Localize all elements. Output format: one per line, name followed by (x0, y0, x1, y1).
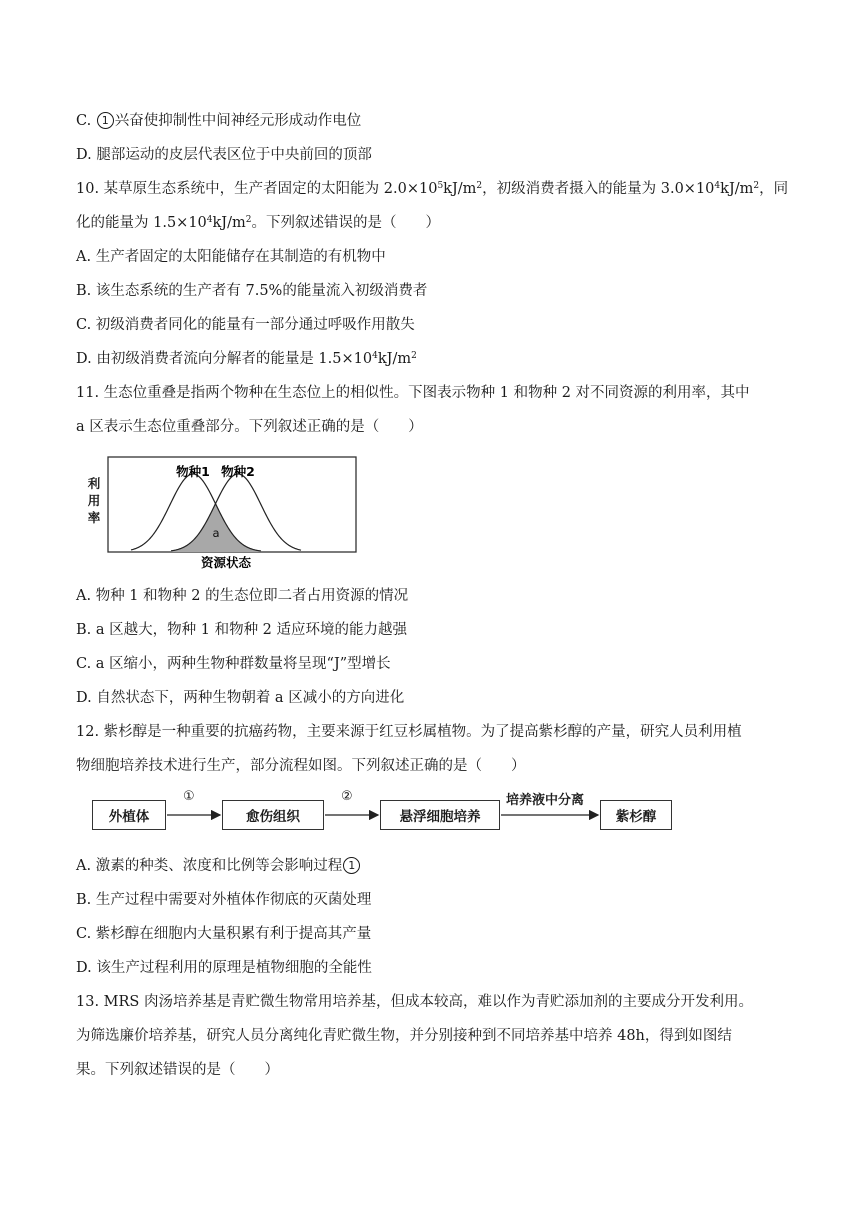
niche-chart-svg (86, 455, 366, 575)
q13-stem-line3: 果。下列叙述错误的是（ ） (76, 1062, 279, 1078)
flow-box-explant: 外植体 (92, 800, 166, 830)
flow-box-callus: 愈伤组织 (222, 800, 324, 830)
q12-option-c: C. 紫杉醇在细胞内大量积累有利于提高其产量 (76, 926, 372, 942)
q11-stem-line2: a 区表示生态位重叠部分。下列叙述正确的是（ ） (76, 419, 423, 435)
flow-box-suspension-culture: 悬浮细胞培养 (380, 800, 500, 830)
option-d-prev: D. 腿部运动的皮层代表区位于中央前回的顶部 (76, 147, 372, 163)
circled-number: 1 (343, 857, 360, 874)
flow-box-taxol: 紫杉醇 (600, 800, 672, 830)
q10-option-d (76, 349, 417, 369)
x-axis-label: 资源状态 (200, 555, 252, 570)
q10-text: ，同 (759, 181, 789, 197)
unit: kJ/m (443, 181, 477, 197)
q12-option-a (76, 856, 361, 876)
superscript: 5 (437, 181, 444, 191)
unit: kJ/m (212, 215, 246, 231)
flow-arrows (92, 800, 674, 832)
superscript: 4 (206, 215, 213, 225)
q12-option-d: D. 该生产过程利用的原理是植物细胞的全能性 (76, 960, 372, 976)
q11-stem-line1: 11. 生态位重叠是指两个物种在生态位上的相似性。下图表示物种 1 和物种 2 对不同资源的利用率，其中 (76, 385, 750, 401)
q12-stem-line2: 物细胞培养技术进行生产，部分流程如图。下列叙述正确的是（ ） (76, 758, 526, 774)
legend-label-species2: 物种2 (221, 464, 255, 479)
legend-label-species1: 物种1 (176, 464, 210, 479)
q10-stem-line2 (76, 213, 440, 233)
unit: kJ/m (720, 181, 754, 197)
step-label-3: 培养液中分离 (506, 793, 585, 808)
step-label-2: ② (341, 789, 353, 804)
unit: kJ/m (377, 351, 412, 367)
q10-text: ，初级消费者摄入的能量为 3.0×10 (482, 181, 715, 197)
q11-option-a: A. 物种 1 和物种 2 的生态位即二者占用资源的情况 (76, 588, 409, 604)
q10-text: 化的能量为 1.5×10 (76, 215, 207, 231)
q10-option-a: A. 生产者固定的太阳能储存在其制造的有机物中 (76, 249, 386, 265)
superscript: 2 (245, 215, 252, 225)
q12-stem-line1: 12. 紫杉醇是一种重要的抗癌药物，主要来源于红豆杉属植物。为了提高紫杉醇的产量，研究人员利用植 (76, 724, 742, 740)
q12-option-a-text: A. 激素的种类、浓度和比例等会影响过程 (76, 858, 343, 874)
q10-option-d-text: D. 由初级消费者流向分解者的能量是 1.5×10 (76, 351, 373, 367)
q12-option-b: B. 生产过程中需要对外植体作彻底的灭菌处理 (76, 892, 372, 908)
q10-text: 。下列叙述错误的是（ ） (251, 215, 440, 231)
option-c-text: 兴奋使抑制性中间神经元形成动作电位 (114, 113, 362, 129)
q10-option-c: C. 初级消费者同化的能量有一部分通过呼吸作用散失 (76, 317, 415, 333)
circled-number: 1 (97, 112, 114, 129)
overlap-label-a: a (212, 526, 220, 540)
q13-stem-line2: 为筛选廉价培养基，研究人员分离纯化青贮微生物，并分别接种到不同培养基中培养 48h，得到如图结 (76, 1028, 732, 1044)
step-label-1: ① (183, 789, 195, 804)
q11-option-c: C. a 区缩小，两种生物种群数量将呈现“J”型增长 (76, 656, 391, 672)
q13-stem-line1: 13. MRS 肉汤培养基是青贮微生物常用培养基，但成本较高，难以作为青贮添加剂的主要成分开发利用。 (76, 994, 753, 1010)
q11-option-d: D. 自然状态下，两种生物朝着 a 区减小的方向进化 (76, 690, 405, 706)
taxol-flow-diagram (92, 789, 674, 832)
q11-option-b: B. a 区越大，物种 1 和物种 2 适应环境的能力越强 (76, 622, 408, 638)
q10-stem-line1 (76, 179, 788, 199)
superscript: 4 (372, 351, 378, 361)
superscript: 4 (714, 181, 721, 191)
superscript: 2 (476, 181, 483, 191)
superscript: 2 (753, 181, 760, 191)
niche-overlap-chart (86, 455, 366, 575)
superscript: 2 (411, 351, 417, 361)
option-c-prev (76, 111, 361, 131)
q10-option-b: B. 该生态系统的生产者有 7.5%的能量流入初级消费者 (76, 283, 428, 299)
q10-text: 10. 某草原生态系统中，生产者固定的太阳能为 2.0×10 (76, 181, 438, 197)
y-axis-label: 利用率 (87, 476, 101, 525)
option-c-prefix: C. (76, 113, 96, 129)
